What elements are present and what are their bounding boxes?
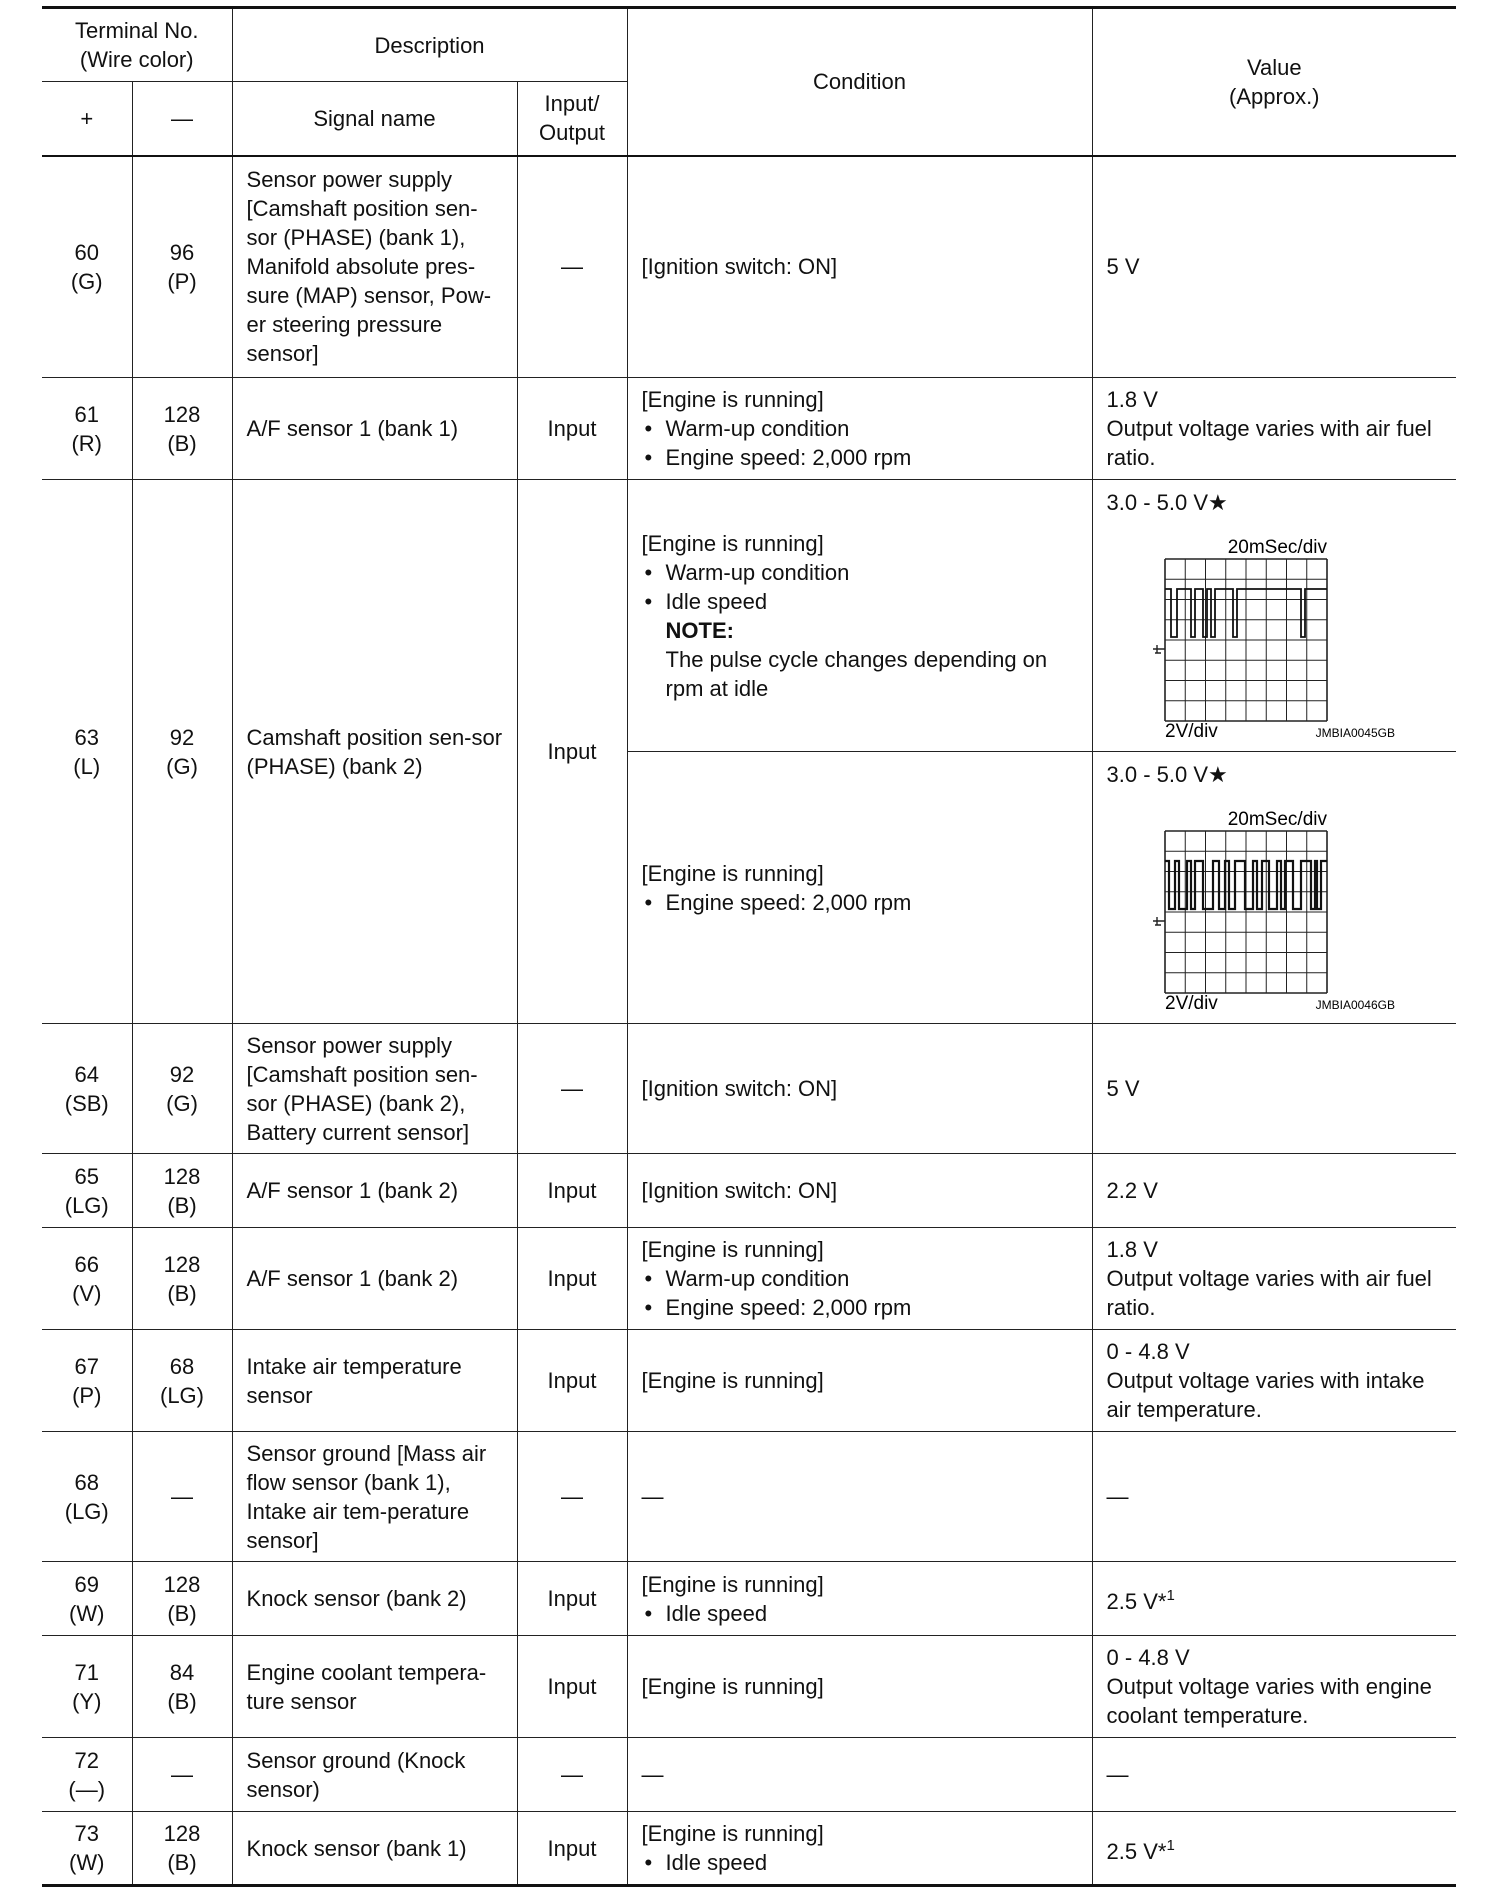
condition-bullet-list (642, 1599, 1078, 1628)
footnote-marker: 1 (1166, 1587, 1175, 1604)
value-description: Output voltage varies with intake air temperature. (1106, 1368, 1425, 1422)
signal-name-cell: A/F sensor 1 (bank 1) (232, 378, 517, 480)
terminal-plus-wire-color: (SB) (64, 1090, 109, 1116)
terminal-minus-number: 92 (169, 724, 195, 750)
terminal-plus-number: 71 (74, 1659, 99, 1685)
ground-icon (1153, 917, 1165, 925)
terminal-plus-number: 63 (74, 724, 99, 750)
terminal-minus-number: 128 (163, 1571, 201, 1597)
value-description: Output voltage varies with air fuel ratio. (1106, 416, 1432, 470)
value-main (1107, 1643, 1443, 1672)
condition-text: [Ignition switch: ON] (641, 254, 838, 280)
terminal-minus-number: — (171, 1762, 193, 1787)
table-row (42, 1636, 1456, 1738)
ecm-terminal-table (42, 6, 1456, 1887)
signal-name-cell: Camshaft position sen-sor (PHASE) (bank 2) (232, 480, 517, 1024)
input-output-cell: Input (517, 378, 627, 480)
condition-bullet-item: • Engine speed: 2,000 rpm (642, 1293, 1078, 1322)
terminal-plus-number: 72 (74, 1747, 99, 1773)
condition-bullet-item: • Engine speed: 2,000 rpm (642, 888, 1078, 917)
terminal-minus-number: 128 (163, 1251, 201, 1277)
condition-bullet-list (642, 1848, 1078, 1877)
condition-text: [Engine is running] (641, 1821, 824, 1846)
input-output-cell: Input (517, 1154, 627, 1228)
value-main (1107, 1176, 1443, 1205)
condition-cell (627, 1636, 1092, 1738)
note-label: NOTE: (665, 617, 734, 643)
signal-name-cell: A/F sensor 1 (bank 2) (232, 1228, 517, 1330)
input-output-cell: Input (517, 1812, 627, 1886)
table-row (42, 1154, 1456, 1228)
terminal-minus-wire-color: (B) (167, 1850, 197, 1875)
value-description: Output voltage varies with air fuel ratio. (1106, 1266, 1432, 1320)
value-main (1107, 385, 1443, 414)
figure-code: JMBIA0046GB (1315, 998, 1395, 1012)
value-cell (1092, 156, 1456, 378)
value-main-text: 5 V (1106, 1076, 1140, 1101)
terminal-plus-cell (42, 1738, 132, 1812)
table-row (42, 378, 1456, 480)
input-output-cell: Input (517, 480, 627, 1024)
figure-code: JMBIA0045GB (1315, 726, 1395, 740)
signal-name-cell: Knock sensor (bank 1) (232, 1812, 517, 1886)
terminal-plus-cell (42, 1228, 132, 1330)
terminal-minus-wire-color: (P) (167, 268, 197, 294)
terminal-plus-cell (42, 156, 132, 378)
signal-name-cell: Intake air temperature sensor (232, 1330, 517, 1432)
scope-voltage-division: 2V/div (1164, 993, 1218, 1014)
value-main-text: 0 - 4.8 V (1106, 1645, 1190, 1670)
terminal-minus-wire-color: (G) (166, 1090, 198, 1116)
value-main (1107, 252, 1443, 281)
value-main-text: 3.0 - 5.0 V (1106, 762, 1209, 787)
signal-name-cell: Engine coolant tempera-ture sensor (232, 1636, 517, 1738)
terminal-minus-cell (132, 1812, 232, 1886)
condition-text: [Engine is running] (641, 1368, 824, 1393)
terminal-plus-wire-color: (—) (68, 1776, 106, 1802)
condition-header: Condition (627, 8, 1092, 156)
oscilloscope-waveform (1107, 789, 1397, 1014)
note-text: The pulse cycle changes depending on rpm at idle (665, 646, 1048, 701)
terminal-plus-number: 60 (74, 239, 99, 265)
terminal-minus-cell (132, 1154, 232, 1228)
signal-name-cell: Sensor power supply [Camshaft position sen-sor (PHASE) (bank 1), Manifold absolute pres-sure (MAP) sensor, Pow-er steering pressure sensor] (232, 156, 517, 378)
condition-bullet-list (642, 414, 1078, 472)
value-cell (1092, 1636, 1456, 1738)
table-row (42, 1024, 1456, 1154)
condition-cell (627, 1432, 1092, 1562)
signal-name-cell: Sensor ground [Mass air flow sensor (bank 1), Intake air tem-perature sensor] (232, 1432, 517, 1562)
terminal-plus-number: 65 (74, 1163, 99, 1189)
terminal-minus-wire-color: (LG) (160, 1382, 204, 1408)
value-main (1107, 1760, 1443, 1789)
star-icon: ★ (1208, 490, 1228, 515)
condition-bullet-item: • Idle speed (642, 1599, 1078, 1628)
condition-bullet-list (642, 558, 1078, 616)
terminal-plus-number: 61 (74, 401, 99, 427)
value-cell (1092, 1024, 1456, 1154)
terminal-minus-wire-color: (B) (167, 1280, 197, 1306)
terminal-minus-number: 128 (163, 1821, 201, 1846)
input-output-header: Input/ Output (517, 82, 627, 156)
terminal-minus-cell (132, 156, 232, 378)
input-output-cell: — (517, 1738, 627, 1812)
table-row (42, 480, 1456, 752)
plus-header: + (42, 82, 132, 156)
value-main-text: 5 V (1106, 254, 1140, 280)
terminal-plus-wire-color: (G) (70, 268, 103, 294)
terminal-minus-number: 128 (163, 401, 201, 427)
condition-cell (627, 156, 1092, 378)
value-main (1107, 1831, 1443, 1866)
terminal-minus-number: 92 (169, 1061, 195, 1087)
terminal-plus-wire-color: (W) (69, 1850, 105, 1875)
condition-text: — (641, 1762, 664, 1787)
value-main-text: 2.2 V (1106, 1178, 1158, 1203)
terminal-plus-cell (42, 1562, 132, 1636)
terminal-minus-cell (132, 1024, 232, 1154)
signal-name-cell: Sensor power supply [Camshaft position sen-sor (PHASE) (bank 2), Battery current sensor] (232, 1024, 517, 1154)
terminal-no-header: Terminal No. (Wire color) (42, 8, 232, 82)
terminal-minus-wire-color: (B) (167, 1192, 197, 1218)
condition-bullet-item: • Idle speed (642, 1848, 1078, 1877)
value-cell (1092, 1228, 1456, 1330)
value-cell (1092, 752, 1456, 1024)
terminal-plus-wire-color: (R) (71, 430, 103, 456)
terminal-plus-wire-color: (W) (69, 1600, 105, 1626)
terminal-plus-cell (42, 1024, 132, 1154)
terminal-plus-wire-color: (P) (72, 1382, 102, 1408)
input-output-cell: — (517, 1432, 627, 1562)
terminal-minus-wire-color: (B) (167, 1600, 197, 1626)
condition-cell (627, 480, 1092, 752)
terminal-plus-cell (42, 378, 132, 480)
table-row (42, 1228, 1456, 1330)
terminal-plus-cell (42, 1812, 132, 1886)
input-output-cell: Input (517, 1330, 627, 1432)
condition-bullet-item: • Engine speed: 2,000 rpm (642, 443, 1078, 472)
terminal-plus-number: 66 (74, 1251, 99, 1277)
value-main (1107, 760, 1443, 789)
condition-bullet-item: • Warm-up condition (642, 558, 1078, 587)
terminal-minus-cell (132, 1562, 232, 1636)
terminal-plus-wire-color: (Y) (72, 1688, 102, 1714)
terminal-plus-number: 67 (74, 1353, 99, 1379)
input-output-cell: Input (517, 1228, 627, 1330)
footnote-marker: 1 (1166, 1836, 1175, 1854)
terminal-plus-wire-color: (L) (73, 753, 101, 779)
oscilloscope-waveform (1107, 517, 1397, 742)
value-cell (1092, 1562, 1456, 1636)
table-row (42, 1812, 1456, 1886)
value-main-text: — (1106, 1762, 1129, 1787)
terminal-plus-cell (42, 480, 132, 1024)
value-main (1107, 1581, 1443, 1616)
value-cell (1092, 1154, 1456, 1228)
value-cell (1092, 1812, 1456, 1886)
condition-bullet-item: • Warm-up condition (642, 414, 1078, 443)
input-output-cell: — (517, 156, 627, 378)
condition-cell (627, 1738, 1092, 1812)
terminal-minus-wire-color: (G) (166, 753, 198, 779)
terminal-minus-cell (132, 480, 232, 1024)
star-icon: ★ (1208, 762, 1228, 787)
scope-voltage-division: 2V/div (1164, 721, 1218, 742)
signal-name-cell: Sensor ground (Knock sensor) (232, 1738, 517, 1812)
value-main (1107, 1482, 1443, 1511)
terminal-minus-number: 128 (163, 1163, 201, 1189)
terminal-minus-cell (132, 1330, 232, 1432)
value-main (1107, 488, 1443, 517)
condition-cell (627, 1228, 1092, 1330)
condition-cell (627, 1562, 1092, 1636)
value-main (1107, 1337, 1443, 1366)
input-output-cell: — (517, 1024, 627, 1154)
value-cell (1092, 1432, 1456, 1562)
terminal-plus-number: 64 (74, 1061, 99, 1087)
terminal-minus-cell (132, 1432, 232, 1562)
condition-text: [Ignition switch: ON] (641, 1076, 838, 1101)
value-cell (1092, 1738, 1456, 1812)
terminal-minus-cell (132, 1738, 232, 1812)
condition-bullet-item: • Idle speed (642, 587, 1078, 616)
terminal-plus-wire-color: (V) (72, 1280, 102, 1306)
terminal-minus-number: — (171, 1484, 193, 1509)
condition-bullet-list (642, 888, 1078, 917)
condition-text: — (641, 1484, 664, 1509)
terminal-plus-cell (42, 1636, 132, 1738)
terminal-plus-cell (42, 1432, 132, 1562)
condition-bullet-item: • Warm-up condition (642, 1264, 1078, 1293)
condition-note (642, 616, 1078, 703)
terminal-plus-number: 68 (74, 1469, 99, 1495)
terminal-plus-number: 73 (74, 1821, 99, 1846)
signal-name-header: Signal name (232, 82, 517, 156)
signal-name-cell: A/F sensor 1 (bank 2) (232, 1154, 517, 1228)
description-header: Description (232, 8, 627, 82)
terminal-minus-cell (132, 1228, 232, 1330)
terminal-plus-cell (42, 1330, 132, 1432)
condition-text: [Engine is running] (641, 1237, 824, 1262)
condition-cell (627, 1330, 1092, 1432)
value-main-text: 2.5 V* (1106, 1589, 1167, 1614)
value-main-text: 3.0 - 5.0 V (1106, 490, 1209, 515)
value-cell (1092, 378, 1456, 480)
scope-time-division: 20mSec/div (1227, 809, 1327, 830)
value-description: Output voltage varies with engine coolant temperature. (1106, 1674, 1432, 1728)
value-main (1107, 1235, 1443, 1264)
terminal-minus-wire-color: (B) (167, 1688, 197, 1714)
table-row (42, 156, 1456, 378)
input-output-cell: Input (517, 1562, 627, 1636)
input-output-cell: Input (517, 1636, 627, 1738)
value-main (1107, 1074, 1443, 1103)
terminal-table-wrapper (42, 6, 1456, 1887)
scope-time-division: 20mSec/div (1227, 537, 1327, 558)
table-row (42, 1432, 1456, 1562)
terminal-minus-number: 96 (169, 239, 195, 265)
signal-name-cell: Knock sensor (bank 2) (232, 1562, 517, 1636)
condition-cell (627, 1154, 1092, 1228)
condition-text: [Ignition switch: ON] (641, 1178, 838, 1203)
value-cell (1092, 1330, 1456, 1432)
value-main-text: 1.8 V (1106, 387, 1158, 412)
value-main-text: 2.5 V* (1106, 1838, 1167, 1864)
condition-text: [Engine is running] (641, 860, 824, 886)
pulse-signal-trace (1165, 861, 1327, 909)
table-row (42, 1330, 1456, 1432)
value-cell (1092, 480, 1456, 752)
condition-bullet-list (642, 1264, 1078, 1322)
condition-text: [Engine is running] (641, 1674, 824, 1699)
terminal-minus-number: 68 (169, 1353, 195, 1379)
value-main-text: 0 - 4.8 V (1106, 1339, 1190, 1364)
condition-text: [Engine is running] (641, 530, 824, 556)
terminal-minus-wire-color: (B) (167, 430, 197, 456)
minus-header: — (132, 82, 232, 156)
value-header: Value (Approx.) (1092, 8, 1456, 156)
condition-text: [Engine is running] (641, 387, 824, 412)
condition-cell (627, 378, 1092, 480)
value-main-text: — (1106, 1484, 1129, 1509)
terminal-plus-wire-color: (LG) (64, 1192, 109, 1218)
condition-cell (627, 752, 1092, 1024)
terminal-minus-cell (132, 378, 232, 480)
value-main-text: 1.8 V (1106, 1237, 1158, 1262)
table-row (42, 1562, 1456, 1636)
condition-text: [Engine is running] (641, 1571, 824, 1597)
condition-cell (627, 1812, 1092, 1886)
condition-cell (627, 1024, 1092, 1154)
terminal-minus-number: 84 (169, 1659, 195, 1685)
terminal-plus-wire-color: (LG) (64, 1498, 109, 1524)
terminal-plus-number: 69 (74, 1571, 99, 1597)
terminal-plus-cell (42, 1154, 132, 1228)
terminal-minus-cell (132, 1636, 232, 1738)
table-row (42, 1738, 1456, 1812)
ground-icon (1153, 645, 1165, 653)
